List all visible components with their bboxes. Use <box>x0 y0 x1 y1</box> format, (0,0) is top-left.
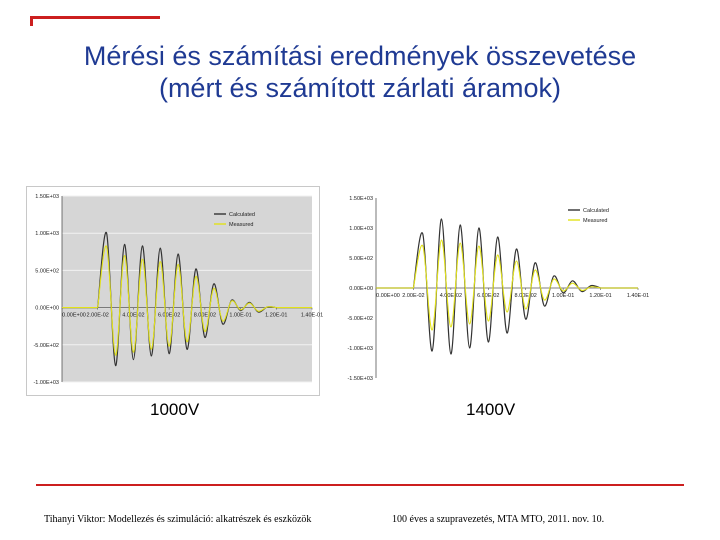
x-tick-label: 1.40E-01 <box>300 312 324 319</box>
x-tick-label: 1.20E-01 <box>589 293 612 299</box>
legend-label-calculated: Calculated <box>229 212 255 218</box>
legend-label-calculated: Calculated <box>583 208 609 214</box>
y-tick-label: 5.00E+02 <box>35 268 59 275</box>
chart-1400v <box>342 190 650 386</box>
x-tick-label: 4.00E-02 <box>439 293 463 299</box>
x-tick-label: 0.00E+00 <box>376 293 400 299</box>
y-tick-label: 0.00E+00 <box>35 305 59 312</box>
slide-title-line-1: Mérési és számítási eredmények összevetése <box>83 41 637 71</box>
slide-title-line-2: (mért és számított zárlati áramok) <box>158 73 562 103</box>
footer-divider <box>36 484 684 486</box>
x-tick-label: 2.00E-02 <box>402 293 425 299</box>
x-tick-label: 8.00E-02 <box>193 312 217 319</box>
x-tick-label: 1.00E-01 <box>551 293 575 299</box>
y-tick-label: -1.00E+03 <box>33 380 59 386</box>
caption-1000v: 1000V <box>150 400 200 419</box>
x-tick-label: 1.00E-01 <box>229 312 252 319</box>
x-tick-label: 1.20E-01 <box>265 312 288 319</box>
chart-1000v <box>26 186 324 396</box>
y-tick-label: 1.50E+03 <box>349 196 373 202</box>
accent-corner-bar <box>30 16 160 19</box>
x-tick-label: 1.40E-01 <box>626 293 650 299</box>
accent-corner-tick <box>30 16 33 26</box>
x-tick-label: 6.00E-02 <box>477 293 500 299</box>
x-tick-label: 6.00E-02 <box>157 312 181 319</box>
y-tick-label: 1.00E+03 <box>349 226 373 232</box>
legend-label-measured: Measured <box>229 222 254 228</box>
x-tick-label: 8.00E-02 <box>514 293 537 299</box>
y-tick-label: 1.50E+03 <box>35 194 59 200</box>
footer-event: 100 éves a szupravezetés, MTA MTO, 2011. nov. 10. <box>392 514 605 525</box>
y-tick-label: 1.00E+03 <box>35 231 59 238</box>
y-tick-label: 0.00E+00 <box>349 286 373 292</box>
legend-label-measured: Measured <box>583 218 608 224</box>
y-tick-label: -1.00E+03 <box>347 346 373 352</box>
caption-1400v: 1400V <box>466 400 516 419</box>
x-tick-label: 0.00E+00 <box>62 312 86 319</box>
footer-author: Tihanyi Viktor: Modellezés és szimuláció: alkatrészek és eszközök <box>44 514 312 525</box>
y-tick-label: -5.00E+02 <box>347 316 373 322</box>
slide-title <box>0 40 720 104</box>
y-tick-label: 5.00E+02 <box>349 256 373 262</box>
y-tick-label: -1.50E+03 <box>347 376 373 382</box>
x-tick-label: 4.00E-02 <box>122 312 145 319</box>
x-tick-label: 2.00E-02 <box>86 312 109 319</box>
y-tick-label: -5.00E+02 <box>33 342 59 349</box>
